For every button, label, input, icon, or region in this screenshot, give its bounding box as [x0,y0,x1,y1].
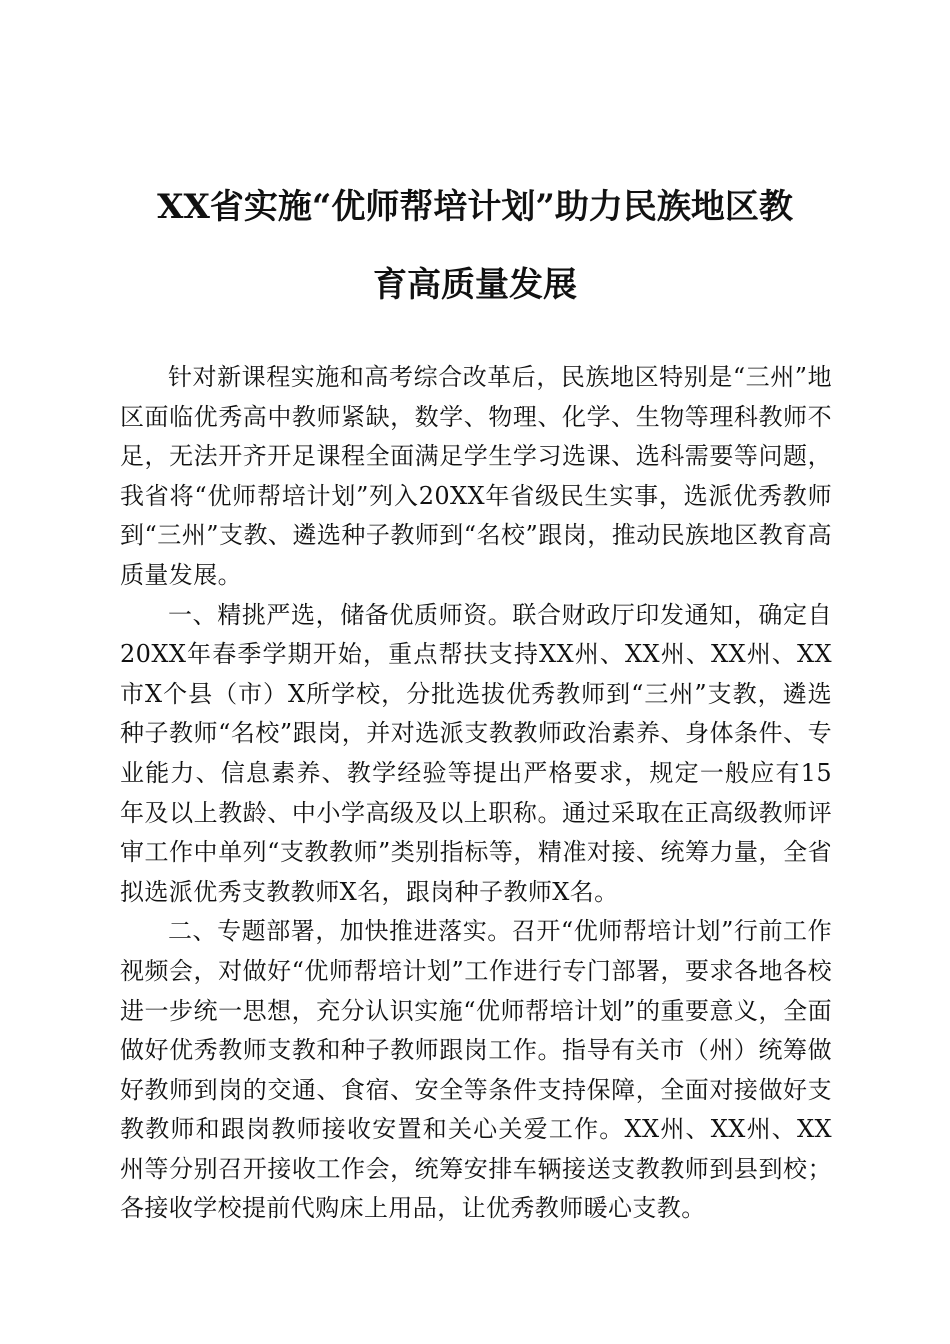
title-line-2: 育高质量发展 [373,265,577,305]
document-body [120,358,832,1229]
paragraph-intro: 针对新课程实施和高考综合改革后，民族地区特别是“三州”地区面临优秀高中教师紧缺，数学、物理、化学、生物等理科教师不足，无法开齐开足课程全面满足学生学习选课、选科需要等问题，我省将“优师帮培计划”列入20XX年省级民生实事，选派优秀教师到“三州”支教、遴选种子教师到“名校”跟岗，推动民族地区教育高质量发展。 [120,363,832,589]
paragraph-section-1: 一、精挑严选，储备优质师资。联合财政厅印发通知，确定自20XX年春季学期开始，重点帮扶支持XX州、XX州、XX州、XX市X个县（市）X所学校，分批选拔优秀教师到“三州”支教，遴选种子教师“名校”跟岗，并对选派支教教师政治素养、身体条件、专业能力、信息素养、教学经验等提出严格要求，规定一般应有15年及以上教龄、中小学高级及以上职称。通过采取在正高级教师评审工作中单列“支教教师”类别指标等，精准对接、统筹力量，全省拟选派优秀支教教师X名，跟岗种子教师X名。 [120,600,832,906]
title-line-1: XX省实施“优师帮培计划”助力民族地区教 [157,187,793,227]
document-title [110,168,840,324]
paragraph-section-2: 二、专题部署，加快推进落实。召开“优师帮培计划”行前工作视频会，对做好“优师帮培计划”工作进行专门部署，要求各地各校进一步统一思想，充分认识实施“优师帮培计划”的重要意义，全面做好优秀教师支教和种子教师跟岗工作。指导有关市（州）统筹做好教师到岗的交通、食宿、安全等条件支持保障，全面对接做好支教教师和跟岗教师接收安置和关心关爱工作。XX州、XX州、XX州等分别召开接收工作会，统筹安排车辆接送支教教师到县到校；各接收学校提前代购床上用品，让优秀教师暖心支教。 [120,917,832,1223]
